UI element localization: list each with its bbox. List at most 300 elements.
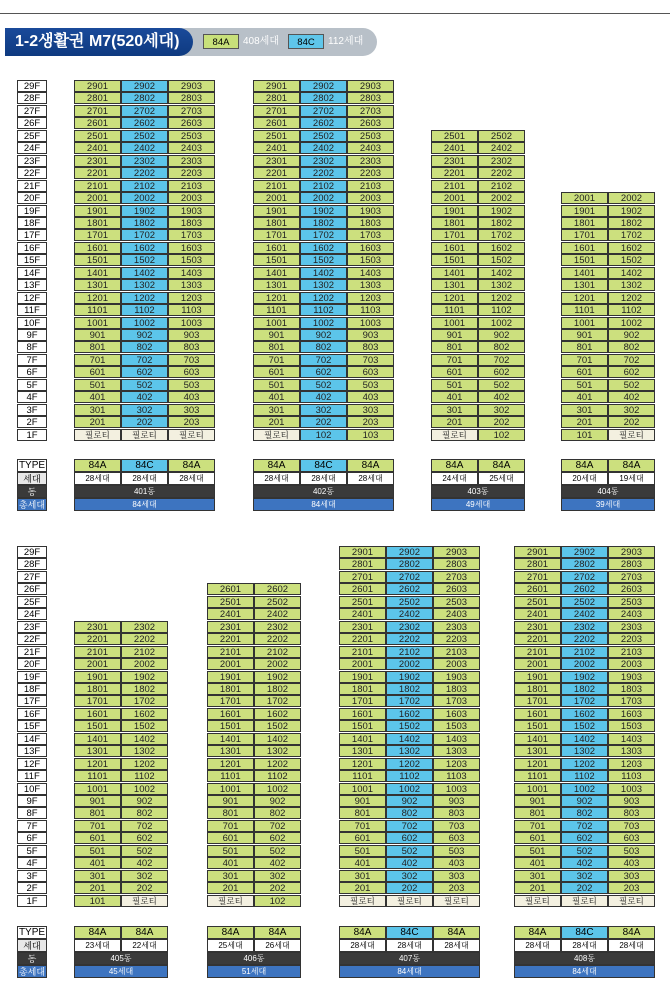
- unit-cell: 2101: [253, 180, 300, 192]
- floor-label: 27F: [17, 105, 47, 117]
- unit-cell: 1802: [300, 217, 347, 229]
- unit-cell: 1801: [74, 217, 121, 229]
- unit-cell: 203: [608, 882, 655, 894]
- unit-type-label: 84C: [300, 459, 347, 472]
- unit-cell: 2401: [74, 142, 121, 154]
- unit-cell: 2001: [74, 658, 121, 670]
- unit-cell: 2202: [121, 167, 168, 179]
- unit-cell: 2503: [433, 596, 480, 608]
- unit-cell: 1402: [608, 267, 655, 279]
- unit-cell: 502: [478, 379, 525, 391]
- unit-cell: 2301: [514, 621, 561, 633]
- unit-cell: 2402: [478, 142, 525, 154]
- building-name: 405동: [74, 952, 168, 965]
- unit-cell: 1602: [608, 242, 655, 254]
- unit-cell: 1801: [431, 217, 478, 229]
- unit-cell: 2601: [207, 583, 254, 595]
- unit-cell: 1301: [74, 279, 121, 291]
- unit-cell: 801: [74, 807, 121, 819]
- unit-cell: 2601: [514, 583, 561, 595]
- unit-cell: 2002: [386, 658, 433, 670]
- unit-cell: 2103: [433, 646, 480, 658]
- unit-cell: 2801: [339, 558, 386, 570]
- unit-cell: 2803: [608, 558, 655, 570]
- floor-label: 2F: [17, 882, 47, 894]
- unit-cell: 402: [608, 391, 655, 403]
- unit-cell: 1902: [608, 205, 655, 217]
- unit-cell: 1401: [74, 733, 121, 745]
- building-total: 51세대: [207, 965, 301, 978]
- unit-cell: 2201: [74, 167, 121, 179]
- unit-cell: 1602: [561, 708, 608, 720]
- unit-cell: 1502: [386, 720, 433, 732]
- unit-type-label: 84A: [433, 926, 480, 939]
- unit-cell: 901: [431, 329, 478, 341]
- floor-label: 11F: [17, 304, 47, 316]
- unit-cell: 2302: [561, 621, 608, 633]
- unit-cell: 1302: [608, 279, 655, 291]
- floor-label: 10F: [17, 317, 47, 329]
- unit-cell: 203: [433, 882, 480, 894]
- unit-cell: 503: [433, 845, 480, 857]
- unit-cell: 701: [74, 354, 121, 366]
- unit-cell: 2602: [386, 583, 433, 595]
- unit-cell: 1303: [347, 279, 394, 291]
- unit-cell: 1502: [300, 254, 347, 266]
- unit-cell: 501: [514, 845, 561, 857]
- unit-cell: 1502: [121, 720, 168, 732]
- unit-cell: 2402: [121, 142, 168, 154]
- unit-cell: 1002: [561, 783, 608, 795]
- unit-cell: 2302: [121, 155, 168, 167]
- unit-type-label: 84A: [339, 926, 386, 939]
- floor-label: 21F: [17, 180, 47, 192]
- unit-cell: 803: [168, 341, 215, 353]
- piloti-cell: 필로티: [431, 429, 478, 441]
- floor-label: 12F: [17, 758, 47, 770]
- unit-cell: 2402: [300, 142, 347, 154]
- unit-cell: 2101: [207, 646, 254, 658]
- legend-84c-count: 112세대: [328, 36, 364, 47]
- households-count: 28세대: [608, 939, 655, 952]
- floor-label: 20F: [17, 658, 47, 670]
- unit-cell: 1301: [74, 745, 121, 757]
- floor-label: 12F: [17, 292, 47, 304]
- unit-cell: 2803: [168, 92, 215, 104]
- piloti-cell: 필로티: [608, 895, 655, 907]
- unit-cell: 202: [254, 882, 301, 894]
- unit-cell: 703: [168, 354, 215, 366]
- unit-cell: 1802: [121, 217, 168, 229]
- unit-cell: 2701: [339, 571, 386, 583]
- unit-cell: 903: [347, 329, 394, 341]
- unit-cell: 302: [254, 870, 301, 882]
- unit-cell: 1702: [121, 229, 168, 241]
- unit-cell: 2203: [168, 167, 215, 179]
- total-row-label: 총세대: [18, 967, 46, 977]
- households-count: 25세대: [478, 472, 525, 485]
- unit-cell: 1702: [386, 695, 433, 707]
- unit-cell: 403: [608, 857, 655, 869]
- unit-cell: 2301: [431, 155, 478, 167]
- unit-cell: 2702: [300, 105, 347, 117]
- unit-cell: 1501: [561, 254, 608, 266]
- unit-cell: 501: [339, 845, 386, 857]
- unit-cell: 601: [339, 832, 386, 844]
- unit-cell: 2401: [431, 142, 478, 154]
- unit-cell: 1503: [608, 720, 655, 732]
- unit-cell: 602: [386, 832, 433, 844]
- unit-cell: 2102: [121, 646, 168, 658]
- unit-cell: 1202: [121, 758, 168, 770]
- unit-cell: 1502: [608, 254, 655, 266]
- unit-cell: 402: [254, 857, 301, 869]
- unit-cell: 601: [74, 832, 121, 844]
- unit-type-label: 84A: [561, 459, 608, 472]
- unit-cell: 701: [514, 820, 561, 832]
- unit-cell: 403: [433, 857, 480, 869]
- unit-cell: 1401: [207, 733, 254, 745]
- unit-cell: 1102: [254, 770, 301, 782]
- unit-cell: 402: [386, 857, 433, 869]
- unit-cell: 802: [608, 341, 655, 353]
- unit-type-label: 84C: [121, 459, 168, 472]
- unit-cell: 401: [207, 857, 254, 869]
- unit-cell: 1101: [514, 770, 561, 782]
- floor-label: 29F: [17, 546, 47, 558]
- unit-cell: 203: [347, 416, 394, 428]
- unit-cell: 102: [254, 895, 301, 907]
- unit-cell: 402: [300, 391, 347, 403]
- floor-label: 25F: [17, 596, 47, 608]
- floor-label: 16F: [17, 708, 47, 720]
- unit-cell: 2002: [254, 658, 301, 670]
- unit-cell: 1001: [253, 317, 300, 329]
- unit-cell: 702: [386, 820, 433, 832]
- unit-cell: 2403: [608, 608, 655, 620]
- floor-label: 1F: [17, 429, 47, 441]
- floor-label: 26F: [17, 583, 47, 595]
- unit-cell: 1402: [386, 733, 433, 745]
- unit-cell: 2002: [561, 658, 608, 670]
- unit-cell: 2602: [300, 117, 347, 129]
- building-name: 404동: [561, 485, 655, 498]
- unit-cell: 2101: [74, 646, 121, 658]
- unit-cell: 2202: [121, 633, 168, 645]
- unit-cell: 2903: [608, 546, 655, 558]
- unit-cell: 1402: [478, 267, 525, 279]
- unit-cell: 903: [433, 795, 480, 807]
- unit-cell: 303: [433, 870, 480, 882]
- floor-label: 15F: [17, 720, 47, 732]
- unit-cell: 1601: [74, 242, 121, 254]
- unit-cell: 1601: [339, 708, 386, 720]
- unit-cell: 1602: [254, 708, 301, 720]
- unit-cell: 802: [254, 807, 301, 819]
- unit-cell: 1501: [207, 720, 254, 732]
- unit-cell: 1101: [207, 770, 254, 782]
- unit-cell: 1901: [207, 671, 254, 683]
- unit-cell: 1601: [74, 708, 121, 720]
- unit-cell: 303: [347, 404, 394, 416]
- unit-cell: 702: [254, 820, 301, 832]
- unit-cell: 2901: [74, 80, 121, 92]
- unit-cell: 301: [74, 870, 121, 882]
- unit-cell: 101: [561, 429, 608, 441]
- unit-cell: 1602: [478, 242, 525, 254]
- building-total: 84세대: [514, 965, 655, 978]
- unit-cell: 1001: [74, 783, 121, 795]
- floor-label: 19F: [17, 205, 47, 217]
- unit-cell: 703: [433, 820, 480, 832]
- unit-cell: 2203: [433, 633, 480, 645]
- unit-type-label: 84C: [561, 926, 608, 939]
- unit-cell: 1003: [433, 783, 480, 795]
- unit-cell: 603: [608, 832, 655, 844]
- households-count: 28세대: [347, 472, 394, 485]
- unit-cell: 901: [207, 795, 254, 807]
- unit-cell: 2201: [253, 167, 300, 179]
- floor-label: 8F: [17, 341, 47, 353]
- floor-label: 7F: [17, 354, 47, 366]
- unit-cell: 1901: [74, 671, 121, 683]
- unit-cell: 402: [478, 391, 525, 403]
- unit-cell: 1202: [608, 292, 655, 304]
- unit-cell: 1001: [431, 317, 478, 329]
- unit-cell: 1301: [207, 745, 254, 757]
- unit-cell: 2401: [207, 608, 254, 620]
- households-count: 19세대: [608, 472, 655, 485]
- unit-cell: 1002: [300, 317, 347, 329]
- unit-cell: 2002: [478, 192, 525, 204]
- unit-cell: 2903: [168, 80, 215, 92]
- unit-cell: 2702: [386, 571, 433, 583]
- unit-cell: 1802: [608, 217, 655, 229]
- unit-cell: 2602: [121, 117, 168, 129]
- unit-cell: 2802: [121, 92, 168, 104]
- unit-cell: 2102: [478, 180, 525, 192]
- unit-cell: 702: [561, 820, 608, 832]
- unit-cell: 301: [74, 404, 121, 416]
- unit-cell: 2102: [254, 646, 301, 658]
- unit-cell: 1703: [347, 229, 394, 241]
- floor-label: 14F: [17, 267, 47, 279]
- unit-cell: 502: [561, 845, 608, 857]
- unit-cell: 1201: [431, 292, 478, 304]
- unit-cell: 1803: [433, 683, 480, 695]
- unit-cell: 1902: [121, 205, 168, 217]
- unit-cell: 901: [561, 329, 608, 341]
- households-count: 28세대: [121, 472, 168, 485]
- unit-cell: 2501: [339, 596, 386, 608]
- households-count: 26세대: [254, 939, 301, 952]
- unit-cell: 1303: [433, 745, 480, 757]
- unit-cell: 2701: [74, 105, 121, 117]
- unit-cell: 2303: [608, 621, 655, 633]
- unit-cell: 2102: [561, 646, 608, 658]
- unit-cell: 403: [168, 391, 215, 403]
- unit-cell: 801: [74, 341, 121, 353]
- unit-cell: 701: [253, 354, 300, 366]
- floor-label: 16F: [17, 242, 47, 254]
- unit-type-label: 84A: [608, 459, 655, 472]
- unit-cell: 1901: [74, 205, 121, 217]
- floor-label: 5F: [17, 379, 47, 391]
- households-count: 28세대: [168, 472, 215, 485]
- unit-cell: 1102: [300, 304, 347, 316]
- floor-label: 24F: [17, 608, 47, 620]
- piloti-cell: 필로티: [339, 895, 386, 907]
- unit-cell: 601: [253, 366, 300, 378]
- unit-cell: 601: [561, 366, 608, 378]
- unit-cell: 202: [121, 882, 168, 894]
- unit-cell: 802: [121, 341, 168, 353]
- unit-cell: 1503: [168, 254, 215, 266]
- unit-cell: 902: [608, 329, 655, 341]
- unit-cell: 2101: [339, 646, 386, 658]
- unit-cell: 2301: [74, 621, 121, 633]
- unit-cell: 902: [561, 795, 608, 807]
- unit-cell: 1001: [339, 783, 386, 795]
- unit-cell: 1702: [300, 229, 347, 241]
- unit-cell: 201: [339, 882, 386, 894]
- unit-cell: 1401: [253, 267, 300, 279]
- piloti-cell: 필로티: [514, 895, 561, 907]
- unit-cell: 602: [300, 366, 347, 378]
- unit-cell: 1703: [168, 229, 215, 241]
- unit-cell: 1301: [339, 745, 386, 757]
- unit-cell: 1403: [608, 733, 655, 745]
- unit-cell: 2901: [253, 80, 300, 92]
- unit-cell: 302: [121, 870, 168, 882]
- unit-cell: 801: [207, 807, 254, 819]
- floor-label: 4F: [17, 391, 47, 403]
- unit-cell: 1902: [478, 205, 525, 217]
- unit-cell: 2402: [254, 608, 301, 620]
- floor-label: 9F: [17, 329, 47, 341]
- unit-cell: 1501: [74, 254, 121, 266]
- unit-cell: 1501: [253, 254, 300, 266]
- unit-cell: 701: [207, 820, 254, 832]
- unit-cell: 2303: [168, 155, 215, 167]
- unit-cell: 1103: [433, 770, 480, 782]
- unit-cell: 802: [386, 807, 433, 819]
- floor-label: 7F: [17, 820, 47, 832]
- unit-cell: 2003: [168, 192, 215, 204]
- building-name: 408동: [514, 952, 655, 965]
- unit-cell: 901: [514, 795, 561, 807]
- piloti-cell: 필로티: [168, 429, 215, 441]
- unit-cell: 402: [121, 391, 168, 403]
- floor-label: 26F: [17, 117, 47, 129]
- unit-cell: 2801: [74, 92, 121, 104]
- unit-cell: 301: [207, 870, 254, 882]
- unit-cell: 1901: [339, 671, 386, 683]
- unit-cell: 2603: [608, 583, 655, 595]
- unit-cell: 1102: [386, 770, 433, 782]
- unit-cell: 802: [121, 807, 168, 819]
- unit-cell: 402: [561, 857, 608, 869]
- unit-cell: 2502: [121, 130, 168, 142]
- building-name: 402동: [253, 485, 394, 498]
- building-total: 45세대: [74, 965, 168, 978]
- unit-cell: 2402: [561, 608, 608, 620]
- unit-cell: 1602: [121, 242, 168, 254]
- building-row-label: 동: [17, 952, 47, 965]
- unit-cell: 2003: [608, 658, 655, 670]
- unit-cell: 702: [121, 820, 168, 832]
- unit-cell: 2001: [561, 192, 608, 204]
- unit-cell: 902: [121, 795, 168, 807]
- unit-cell: 2003: [433, 658, 480, 670]
- unit-cell: 401: [339, 857, 386, 869]
- floor-label: 23F: [17, 155, 47, 167]
- unit-cell: 1102: [121, 304, 168, 316]
- unit-cell: 1301: [514, 745, 561, 757]
- unit-cell: 1902: [386, 671, 433, 683]
- unit-cell: 1901: [561, 205, 608, 217]
- households-count: 25세대: [207, 939, 254, 952]
- unit-cell: 1601: [207, 708, 254, 720]
- unit-type-label: 84A: [478, 459, 525, 472]
- unit-cell: 2503: [347, 130, 394, 142]
- unit-type-label: 84A: [121, 926, 168, 939]
- unit-cell: 101: [74, 895, 121, 907]
- unit-cell: 1001: [561, 317, 608, 329]
- floor-label: 17F: [17, 695, 47, 707]
- unit-cell: 1403: [433, 733, 480, 745]
- unit-cell: 1203: [347, 292, 394, 304]
- unit-cell: 901: [339, 795, 386, 807]
- unit-cell: 602: [478, 366, 525, 378]
- unit-cell: 1802: [386, 683, 433, 695]
- unit-cell: 1902: [121, 671, 168, 683]
- unit-cell: 602: [608, 366, 655, 378]
- building-name: 406동: [207, 952, 301, 965]
- households-count: 28세대: [339, 939, 386, 952]
- unit-type-label: 84A: [608, 926, 655, 939]
- unit-cell: 902: [254, 795, 301, 807]
- unit-cell: 2302: [254, 621, 301, 633]
- unit-cell: 302: [300, 404, 347, 416]
- unit-cell: 1303: [608, 745, 655, 757]
- unit-cell: 2603: [168, 117, 215, 129]
- floor-label: 21F: [17, 646, 47, 658]
- unit-cell: 701: [74, 820, 121, 832]
- unit-cell: 1102: [478, 304, 525, 316]
- unit-cell: 301: [431, 404, 478, 416]
- unit-cell: 1602: [386, 708, 433, 720]
- legend-84a-count: 408세대: [243, 36, 280, 47]
- unit-cell: 503: [347, 379, 394, 391]
- unit-cell: 1101: [253, 304, 300, 316]
- unit-cell: 2102: [121, 180, 168, 192]
- unit-cell: 1003: [608, 783, 655, 795]
- unit-cell: 801: [339, 807, 386, 819]
- unit-type-label: 84C: [386, 926, 433, 939]
- floor-label: 9F: [17, 795, 47, 807]
- unit-cell: 1902: [300, 205, 347, 217]
- floor-label: 3F: [17, 404, 47, 416]
- unit-cell: 2201: [207, 633, 254, 645]
- unit-cell: 803: [347, 341, 394, 353]
- floor-label: 18F: [17, 683, 47, 695]
- unit-cell: 2203: [608, 633, 655, 645]
- unit-cell: 602: [254, 832, 301, 844]
- unit-cell: 1901: [514, 671, 561, 683]
- floor-label: 6F: [17, 366, 47, 378]
- unit-cell: 301: [339, 870, 386, 882]
